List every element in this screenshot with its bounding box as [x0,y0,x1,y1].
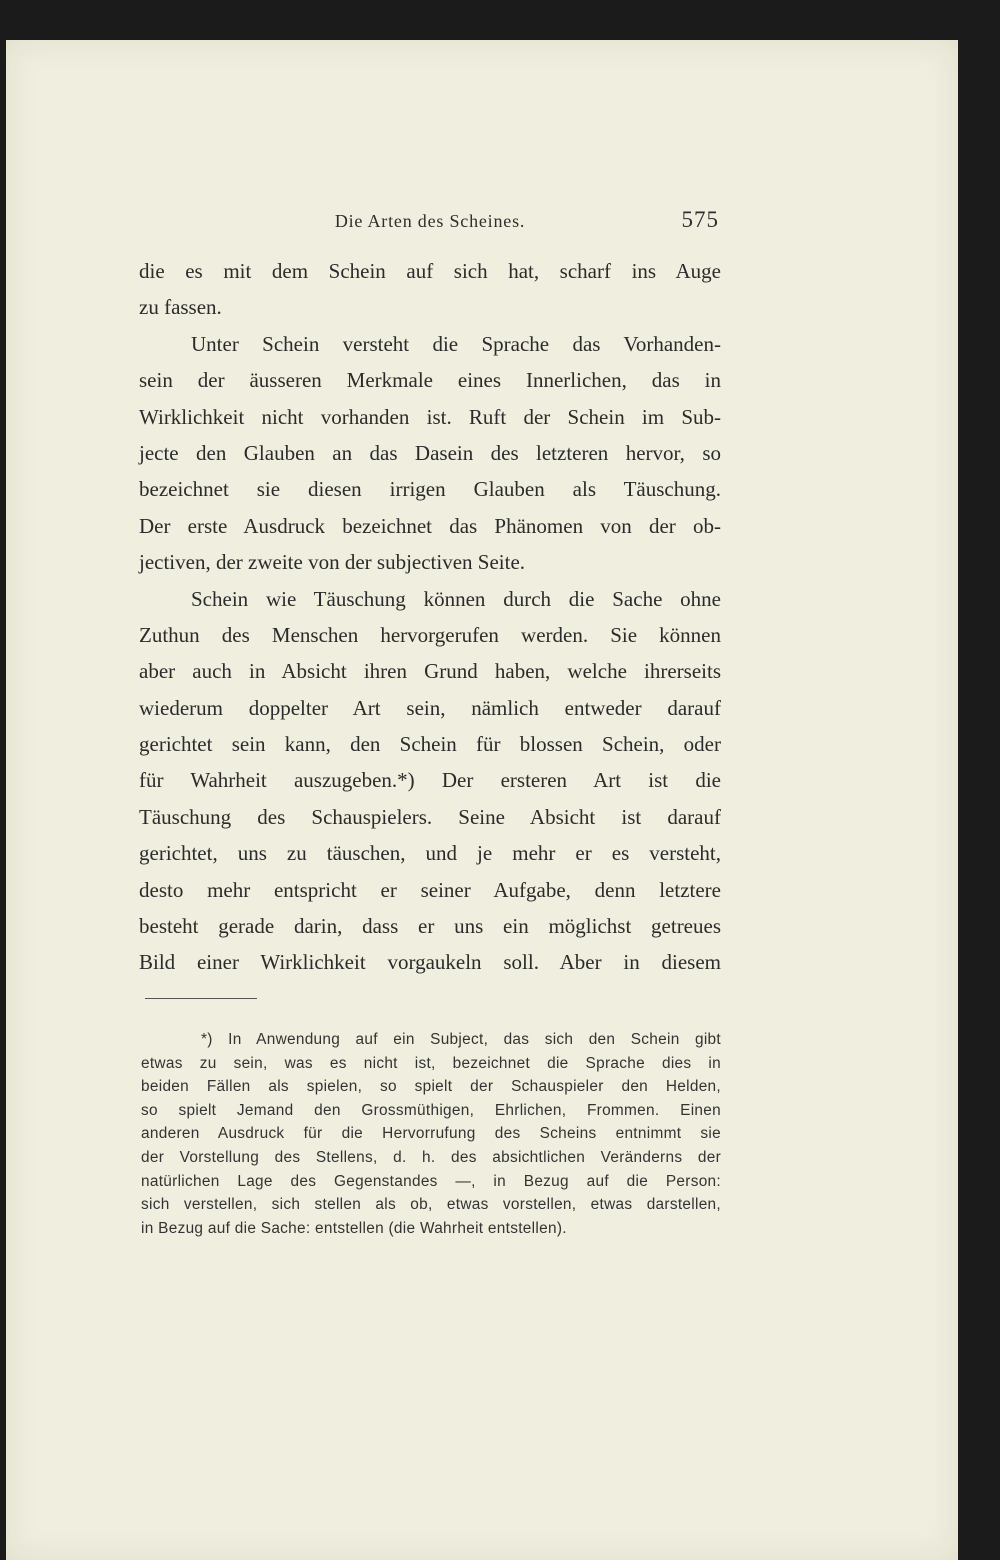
footnote-line: natürlichen Lage des Gegenstandes —, in Bezug auf die Person: [141,1172,721,1190]
text-line: Schein wie Täuschung können durch die Sache ohne [191,586,721,611]
footnote-line: der Vorstellung des Stellens, d. h. des absichtlichen Veränderns der [141,1148,721,1166]
text-line: Der erste Ausdruck bezeichnet das Phänomen von der ob- [139,513,721,538]
footnote-line: in Bezug auf die Sache: entstellen (die Wahrheit entstellen). [141,1219,567,1237]
page-number: 575 [681,207,719,232]
text-line: gerichtet sein kann, den Schein für blossen Schein, oder [139,732,721,757]
text-line: für Wahrheit auszugeben.*) Der ersteren Art ist die [139,768,721,793]
footnote [141,1028,721,1240]
text-line: Unter Schein versteht die Sprache das Vorhanden- [191,331,721,356]
text-line: aber auch in Absicht ihren Grund haben, welche ihrerseits [139,659,721,684]
text-line: jecte den Glauben an das Dasein des letzteren hervor, so [139,440,721,465]
text-line: bezeichnet sie diesen irrigen Glauben als Täuschung. [139,477,721,502]
text-line: die es mit dem Schein auf sich hat, scharf ins Auge [139,259,721,283]
footnote-line: beiden Fällen als spielen, so spielt der Schauspieler den Helden, [141,1078,721,1096]
text-line: Täuschung des Schauspielers. Seine Absicht ist darauf [139,804,721,829]
footnote-line: *) In Anwendung auf ein Subject, das sich den Schein gibt [201,1031,721,1048]
text-line: sein der äusseren Merkmale eines Innerlichen, das in [139,368,721,393]
footnote-line: so spielt Jemand den Grossmüthigen, Ehrlichen, Frommen. Einen [141,1101,721,1119]
text-line: Bild einer Wirklichkeit vorgaukeln soll. Aber in diesem [139,950,721,975]
footnote-line: anderen Ausdruck für die Hervorrufung des Scheins entnimmt sie [141,1125,721,1143]
footnote-line: sich verstellen, sich stellen als ob, etwas vorstellen, etwas darstellen, [141,1196,721,1214]
text-line: Zuthun des Menschen hervorgerufen werden. Sie können [139,622,721,647]
text-line: besteht gerade darin, dass er uns ein möglichst getreues [139,914,721,939]
text-line: wiederum doppelter Art sein, nämlich entweder darauf [139,695,721,720]
footnote-divider [145,998,257,999]
text-line: Wirklichkeit nicht vorhanden ist. Ruft der Schein im Sub- [139,404,721,429]
main-text [139,253,721,981]
text-line: jectiven, der zweite von der subjectiven Seite. [139,550,526,575]
running-title: Die Arten des Scheines. [334,211,526,231]
text-line: zu fassen. [139,295,222,320]
text-line: gerichtet, uns zu täuschen, und je mehr er es versteht, [139,841,721,866]
footnote-line: etwas zu sein, was es nicht ist, bezeichnet die Sprache dies in [141,1054,721,1072]
running-head [139,207,721,237]
text-line: desto mehr entspricht er seiner Aufgabe, denn letztere [139,877,721,902]
